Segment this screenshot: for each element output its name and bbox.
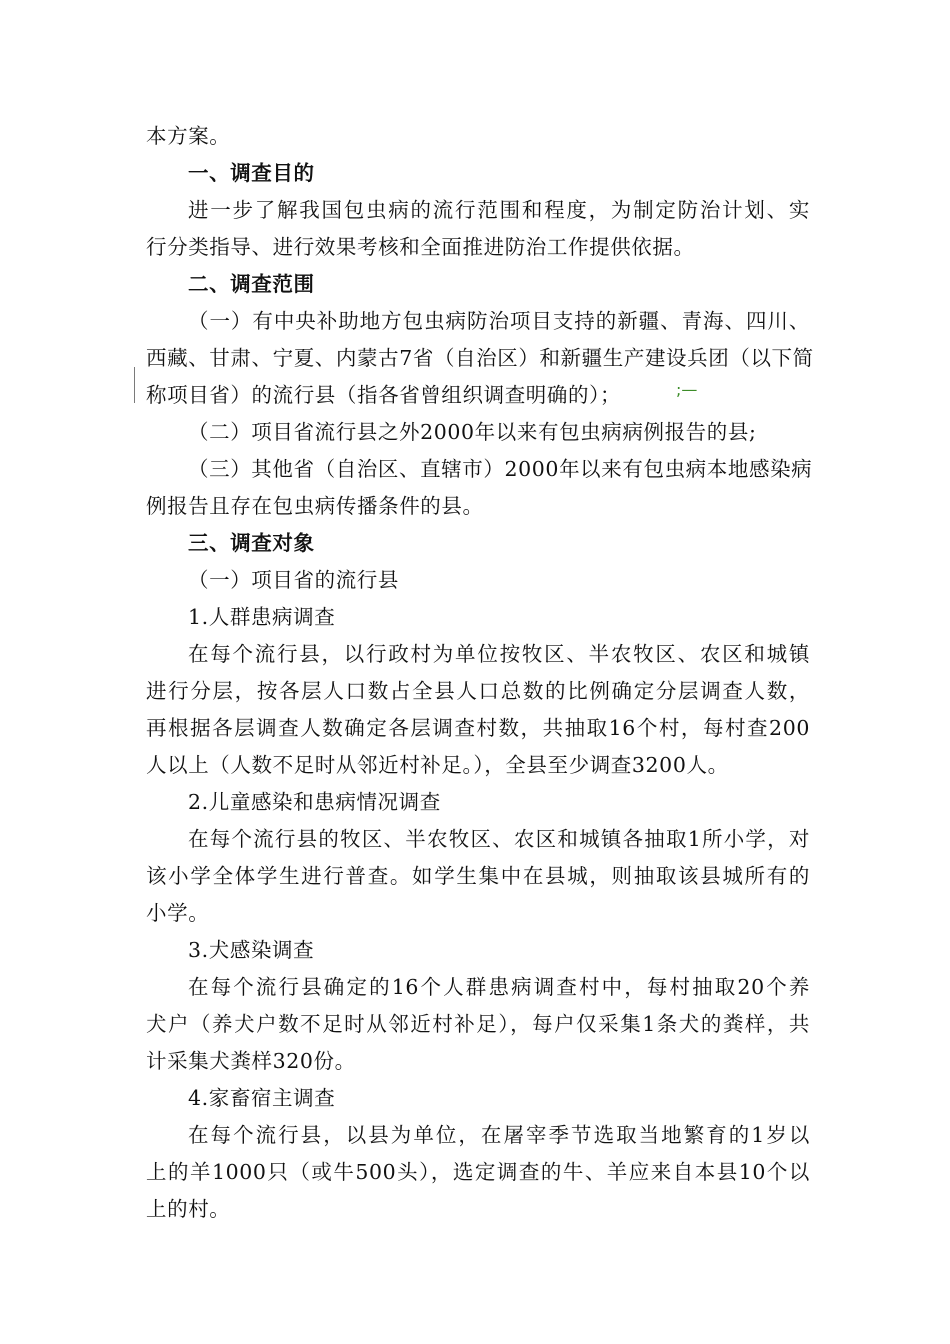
paragraph-line: （二）项目省流行县之外2000年以来有包虫病病例报告的县; <box>188 420 757 444</box>
paragraph-line: 在每个流行县，以县为单位，在屠宰季节选取当地繁育的1岁以 <box>188 1123 810 1147</box>
paragraph-line: 计采集犬粪样320份。 <box>146 1049 356 1073</box>
paragraph-line: 犬户（养犬户数不足时从邻近村补足），每户仅采集1条犬的粪样，共 <box>146 1012 810 1036</box>
paragraph-line: 称项目省）的流行县（指各省曾组织调查明确的）； <box>146 383 622 407</box>
paragraph-line: 本方案。 <box>146 124 231 148</box>
item-heading: 2.儿童感染和患病情况调查 <box>188 790 441 814</box>
paragraph-line: 在每个流行县确定的16个人群患病调查村中，每村抽取20个养 <box>188 975 810 999</box>
item-heading: 4.家畜宿主调查 <box>188 1086 336 1110</box>
item-heading: 1.人群患病调查 <box>188 605 336 629</box>
section-heading-scope: 二、调查范围 <box>188 272 315 296</box>
paragraph-line: 进行分层，按各层人口数占全县人口总数的比例确定分层调查人数， <box>146 679 810 703</box>
paragraph-line: 在每个流行县的牧区、半农牧区、农区和城镇各抽取1所小学，对 <box>188 827 810 851</box>
paragraph-line: 再根据各层调查人数确定各层调查村数，共抽取16个村，每村查200 <box>146 716 810 740</box>
paragraph-line: （一）有中央补助地方包虫病防治项目支持的新疆、青海、四川、 <box>188 309 810 333</box>
paragraph-line: 例报告且存在包虫病传播条件的县。 <box>146 494 484 518</box>
section-heading-subjects: 三、调查对象 <box>188 531 315 555</box>
paragraph-line: 上的村。 <box>146 1197 231 1221</box>
paragraph-line: （三）其他省（自治区、直辖市）2000年以来有包虫病本地感染病 <box>188 457 813 481</box>
paragraph-line: 人以上（人数不足时从邻近村补足。），全县至少调查3200人。 <box>146 753 729 777</box>
paragraph-line: 小学。 <box>146 901 210 925</box>
section-heading-purpose: 一、调查目的 <box>188 161 315 185</box>
revision-margin-bar <box>134 367 135 403</box>
paragraph-line: 上的羊1000只（或牛500头），选定调查的牛、羊应来自本县10个以 <box>146 1160 810 1184</box>
revision-mark: ;— <box>676 380 698 399</box>
paragraph-line: 进一步了解我国包虫病的流行范围和程度，为制定防治计划、实 <box>188 198 810 222</box>
paragraph-line: 行分类指导、进行效果考核和全面推进防治工作提供依据。 <box>146 235 695 259</box>
item-heading: 3.犬感染调查 <box>188 938 315 962</box>
paragraph-line: 在每个流行县，以行政村为单位按牧区、半农牧区、农区和城镇 <box>188 642 810 666</box>
paragraph-line: 西藏、甘肃、宁夏、内蒙古7省（自治区）和新疆生产建设兵团（以下简 <box>146 346 814 370</box>
paragraph-line: 该小学全体学生进行普查。如学生集中在县城，则抽取该县城所有的 <box>146 864 810 888</box>
subsection-heading: （一）项目省的流行县 <box>188 568 399 592</box>
